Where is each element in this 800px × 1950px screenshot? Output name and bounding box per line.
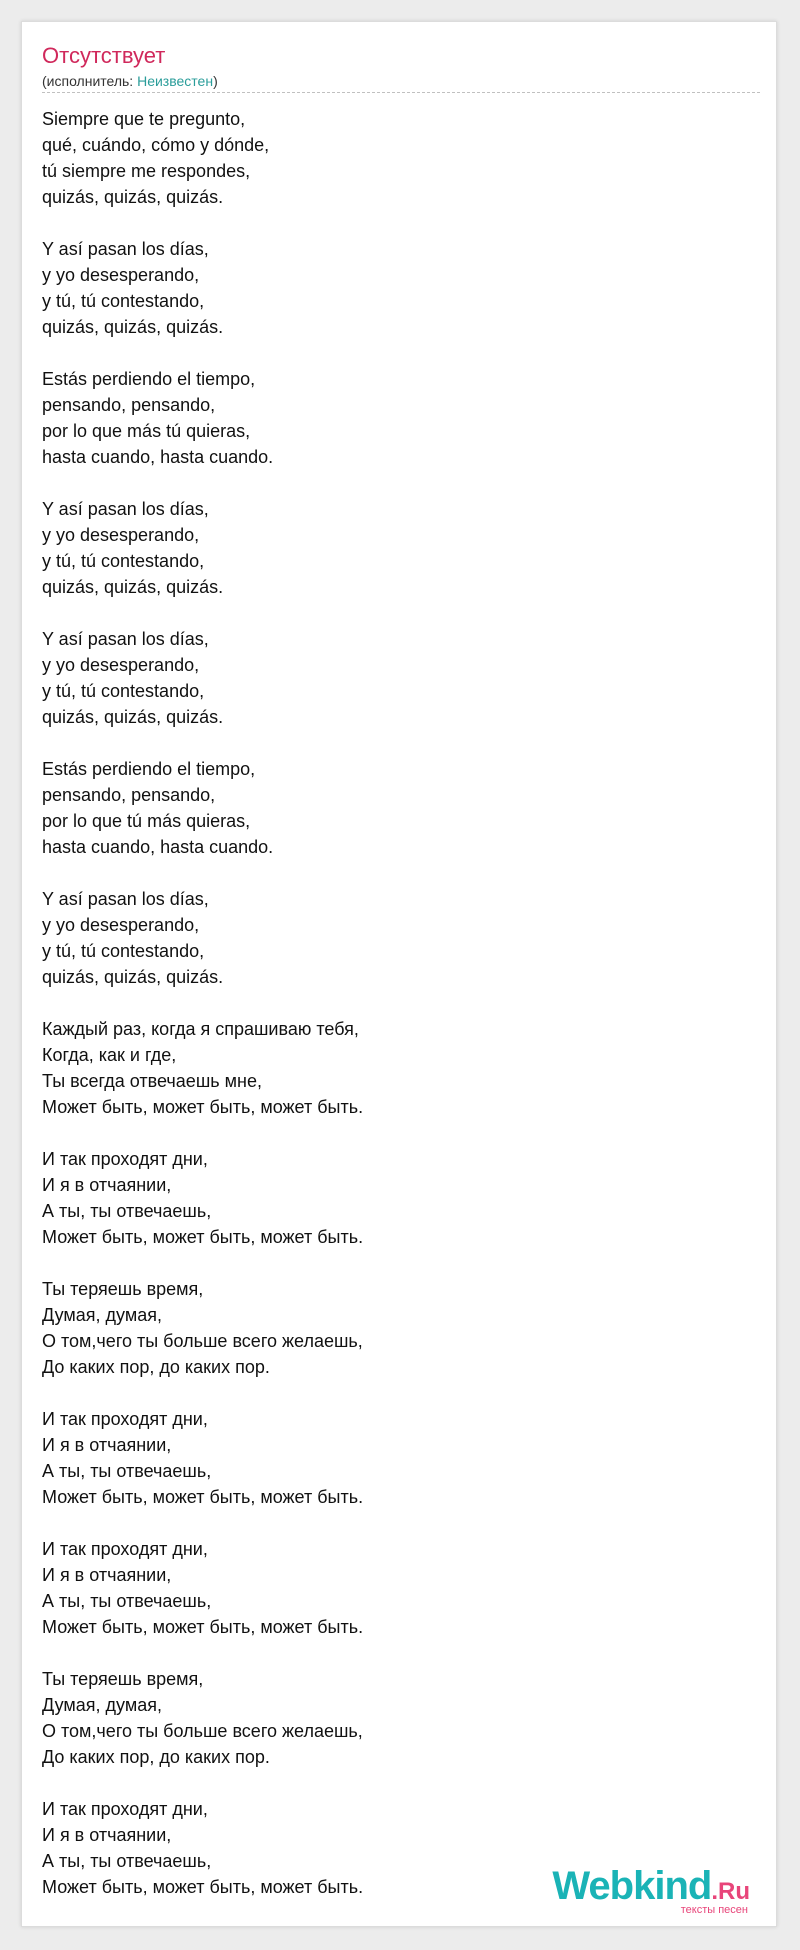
lyric-line: Каждый раз, когда я спрашиваю тебя, — [42, 1019, 359, 1039]
lyric-line: qué, cuándo, cómo y dónde, — [42, 135, 270, 155]
lyric-line: И я в отчаянии, — [42, 1435, 172, 1455]
lyric-line: И так проходят дни, — [42, 1409, 208, 1429]
lyric-line: Может быть, может быть, может быть. — [42, 1097, 364, 1117]
logo-word: Webkind — [552, 1864, 712, 1908]
lyric-line: До каких пор, до каких пор. — [42, 1357, 270, 1377]
stanza-gap — [42, 470, 363, 496]
lyric-line: Y así pasan los días, — [42, 239, 209, 259]
lyric-line: Y así pasan los días, — [42, 889, 209, 909]
lyric-line: Estás perdiendo el tiempo, — [42, 369, 256, 389]
lyric-line: Ты теряешь время, — [42, 1669, 204, 1689]
lyric-line: А ты, ты отвечаешь, — [42, 1851, 212, 1871]
stanza-gap — [42, 730, 363, 756]
logo-suffix: .Ru — [711, 1878, 750, 1905]
lyric-line: y yo desesperando, — [42, 525, 200, 545]
lyric-line: А ты, ты отвечаешь, — [42, 1461, 212, 1481]
lyric-line: Ты теряешь время, — [42, 1279, 204, 1299]
lyric-line: quizás, quizás, quizás. — [42, 967, 224, 987]
stanza-gap — [42, 1380, 363, 1406]
header-divider — [42, 92, 760, 93]
lyric-line: por lo que tú más quieras, — [42, 811, 251, 831]
lyric-line: quizás, quizás, quizás. — [42, 707, 224, 727]
lyric-line: Когда, как и где, — [42, 1045, 177, 1065]
stanza-gap — [42, 1770, 363, 1796]
lyric-line: И так проходят дни, — [42, 1149, 208, 1169]
lyric-line: y yo desesperando, — [42, 265, 200, 285]
lyric-line: hasta cuando, hasta cuando. — [42, 837, 274, 857]
artist-suffix: ) — [213, 73, 218, 89]
lyric-line: И я в отчаянии, — [42, 1175, 172, 1195]
lyric-line: И я в отчаянии, — [42, 1825, 172, 1845]
stanza-gap — [42, 600, 363, 626]
lyric-line: А ты, ты отвечаешь, — [42, 1591, 212, 1611]
logo-tagline: тексты песен — [680, 1904, 748, 1916]
lyric-line: quizás, quizás, quizás. — [42, 577, 224, 597]
site-logo[interactable] — [552, 1866, 750, 1916]
lyric-line: Y así pasan los días, — [42, 499, 209, 519]
artist-prefix: (исполнитель: — [42, 73, 138, 89]
lyric-line: Может быть, может быть, может быть. — [42, 1877, 364, 1897]
lyric-line: tú siempre me respondes, — [42, 161, 251, 181]
lyrics-card — [21, 21, 777, 1927]
lyric-line: До каких пор, до каких пор. — [42, 1747, 270, 1767]
stanza-gap — [42, 210, 363, 236]
lyric-line: Y así pasan los días, — [42, 629, 209, 649]
lyric-line: quizás, quizás, quizás. — [42, 187, 224, 207]
lyrics-body — [42, 106, 363, 1900]
lyric-line: y yo desesperando, — [42, 655, 200, 675]
lyric-line: Может быть, может быть, может быть. — [42, 1617, 364, 1637]
lyric-line: y tú, tú contestando, — [42, 291, 205, 311]
lyric-line: Estás perdiendo el tiempo, — [42, 759, 256, 779]
lyric-line: Думая, думая, — [42, 1305, 162, 1325]
artist-link[interactable]: Неизвестен — [137, 73, 214, 89]
lyric-line: И так проходят дни, — [42, 1799, 208, 1819]
stanza-gap — [42, 1640, 363, 1666]
lyric-line: y tú, tú contestando, — [42, 681, 205, 701]
stanza-gap — [42, 340, 363, 366]
lyric-line: И так проходят дни, — [42, 1539, 208, 1559]
lyric-line: y tú, tú contestando, — [42, 941, 205, 961]
lyric-line: Siempre que te pregunto, — [42, 109, 246, 129]
lyric-line: por lo que más tú quieras, — [42, 421, 251, 441]
stanza-gap — [42, 860, 363, 886]
lyric-line: Ты всегда отвечаешь мне, — [42, 1071, 262, 1091]
lyric-line: А ты, ты отвечаешь, — [42, 1201, 212, 1221]
lyric-line: О том,чего ты больше всего желаешь, — [42, 1331, 363, 1351]
lyric-line: И я в отчаянии, — [42, 1565, 172, 1585]
stanza-gap — [42, 1510, 363, 1536]
lyric-line: y tú, tú contestando, — [42, 551, 205, 571]
artist-line — [42, 72, 218, 90]
lyric-line: Думая, думая, — [42, 1695, 162, 1715]
lyric-line: Может быть, может быть, может быть. — [42, 1487, 364, 1507]
stanza-gap — [42, 990, 363, 1016]
lyric-line: pensando, pensando, — [42, 785, 216, 805]
lyric-line: О том,чего ты больше всего желаешь, — [42, 1721, 363, 1741]
stanza-gap — [42, 1250, 363, 1276]
lyric-line: pensando, pensando, — [42, 395, 216, 415]
lyric-line: quizás, quizás, quizás. — [42, 317, 224, 337]
lyric-line: hasta cuando, hasta cuando. — [42, 447, 274, 467]
stanza-gap — [42, 1120, 363, 1146]
song-title: Отсутствует — [42, 43, 166, 68]
lyric-line: Может быть, может быть, может быть. — [42, 1227, 364, 1247]
lyric-line: y yo desesperando, — [42, 915, 200, 935]
